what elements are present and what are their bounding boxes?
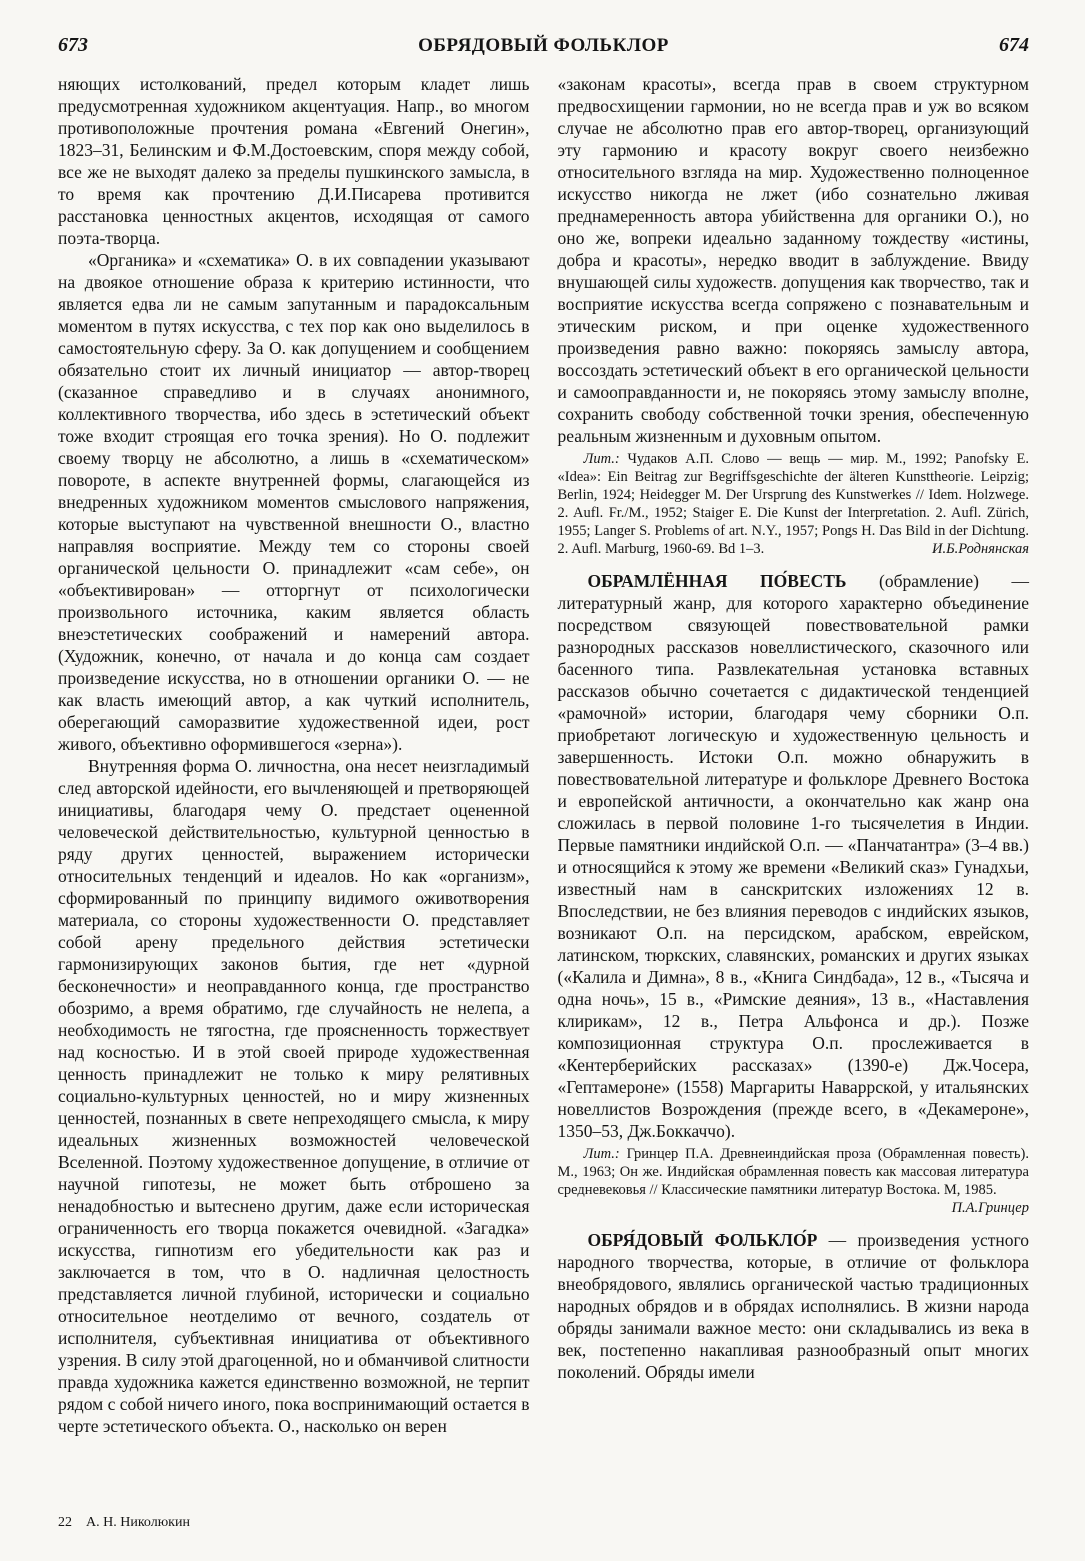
paragraph: «Органика» и «схематика» О. в их совпадении указывают на двоякое отношение образа к критерию истинности, что является едва ли не самым запутанным и парадоксальным моментом в путях искусства, с тех пор как оно выделилось в самостоятельную сферу. За О. как допущением и сообщением обязательно стоит их личный инициатор — автор-творец (сказанное справедливо и в случаях анонимного, коллективного творчества, ибо здесь в эстетический объект тоже входит строящая его точка зрения). Но О. подлежит своему творцу не абсолютно, а лишь в «схематическом» повороте, в аспекте внутренней формы, слагающейся из внедренных художником моментов смыслового напряжения, которые выступают на чувственной внешности О., властно направляя восприятие. Между тем со стороны своей органической цельности О. принадлежит «сам себе», он «объективирован» — отторгнут от психологически произвольного источника, каким является область внеэстетических соображений и намерений автора. (Художник, конечно, от начала и до конца сам создает произведение искусства, но в отношении органики О. — не как власть имеющий автор, а как чуткий исполнитель, оберегающий саморазвитие художественной идеи, рост живого, объективно оформившегося «зерна»). [58,250,530,754]
literature-text: Чудаков А.П. Слово — вещь — мир. М., 1992; Panofsky E. «Idea»: Ein Beitrag zur Begriffsgeschichte der älteren Kunsttheorie. Leipzig; Berlin, 1924; Heidegger M. Der Ursprung des Kunstwerkes // Idem. Holzwege. 2. Aufl. Fr./M., 1952; Staiger E. Die Kunst der Interpretation. 2. Aufl. Zürich, 1955; Langer S. Problems of art. N.Y., 1957; Pongs H. Das Bild in der Dichtung. 2. Aufl. Marburg, 1960-69. Bd 1–3. [557,451,1029,557]
page-number-right: 674 [999,34,1029,56]
article-headword: ОБРЯ́ДОВЫЙ ФОЛЬКЛО́Р [587,1230,818,1250]
article-body: — произведения устного народного творчества, которые, в отличие от фольклора внеобрядового, являлись органической частью традиционных народных обрядов и в обрядах исполнялись. В жизни народа обряды занимали важное место: они складывались из века в век, постепенно накапливая разнообразный опыт многих поколений. Обряды имели [557,1230,1029,1382]
running-title: ОБРЯДОВЫЙ ФОЛЬКЛОР [418,35,669,56]
article-entry-ritual-folklore [558,1229,1030,1383]
right-column [558,73,1030,1437]
author-signature: И.Б.Роднянская [932,541,1029,557]
paragraph-continuation: няющих истолкований, предел которым кладет лишь предусмотренная художником акцентуация. Напр., во многом противоположные прочтения романа «Евгений Онегин», 1823–31, Белинским и Ф.М.Достоевским, споря между собой, все же не выходят далеко за пределы пушкинского замысла, в то время как прочтению Д.И.Писарева противится расстановка ценностных акцентов, исходящая от самого поэта-творца. [58,74,530,248]
page-header [58,34,1029,57]
signature-mark: 22 [58,1515,72,1530]
literature-block-framed-tale [558,1145,1030,1217]
literature-label: Лит.: [583,451,620,467]
article-headword: ОБРАМЛЁННАЯ ПО́ВЕСТЬ [587,571,847,591]
page-number-left: 673 [58,34,88,56]
paragraph: Внутренняя форма О. личностна, она несет неизгладимый след авторской идейности, его вычленяющей и претворяющей инициативы, благодаря чему О. предстает оцененной человеческой действительностью, культурной ценностью в ряду других ценностей, выражением исторически относительных тенденций и идеалов. Но как «организм», сформированный по принципу видимого оживотворения материала, со стороны художественности О. представляет собой арену предельного действия эстетически гармонизирующих законов бытия, где нет «дурной бесконечности» и неоправданного конца, где пространство обозримо, а время обратимо, где случайность не нелепа, а необходимость не тягостна, где проясненность торжествует над косностью. И в этой своей природе художественная ценность принадлежит не только к миру релятивных социально-культурных ценностей, но и миру жизненных ценностей, познанных в свете непреходящего смысла, к миру идеальных жизненных возможностей человеческой Вселенной. Поэтому художественное допущение, в отличие от научной гипотезы, не может быть отброшено за ненадобностью и вытеснено другим, даже если историческая ограниченность его творца покажется очевидной. «Загадка» искусства, гипнотизм его убедительности как раз и заключается в том, что в О. надличная целостность представляется личной глубиной, исторически и социально относительное неотделимо от вечного, создатель от исполнителя, субъективная инициатива от объективного узрения. В силу этой драгоценной, но и обманчивой слитности правда художника кажется единственно возможной, не терпит рядом с собой ничего иного, пока воспринимающий остается в черте эстетического объекта. О., насколько он верен [58,756,530,1436]
paragraph-continuation: «законам красоты», всегда прав в своем структурном предвосхищении гармонии, но не всегда прав и уж во всяком случае не абсолютно прав его автор-творец, организующий эту гармонию и красоту вокруг своего неизбежно относительного взгляда на мир. Художественно полноценное искусство никогда не лжет (ибо сознательно лживая преднамеренность автора убийственна для органики О.), но оно же, вопреки идеально заданному тождеству «истины, добра и красоты», нередко вводит в заблуждение. Ввиду внушающей силы художеств. допущения как творчество, так и восприятие искусства всегда сопряжено с познавательным и этическим риском, и при оценке художественного произведения равно важно: покоряясь замыслу автора, воссоздать эстетический объект в его органической цельности и самооправданности и, не покоряясь этому замыслу вполне, сохранить свободу собственной точки зрения, обеспеченную реальным жизненным и духовным опытом. [557,74,1029,446]
article-body: (обрамление) — литературный жанр, для которого характерно объединение посредством связующей повествовательной рамки разнородных рассказов новеллистического, сказочного или басенного типа. Развлекательная установка вставных рассказов обычно сочетается с дидактической тенденцией «рамочной» истории, благодаря чему сборники О.п. приобретают логическую и художественную цельность и завершенность. Истоки О.п. можно обнаружить в повествовательной литературе и фольклоре Древнего Востока и европейской античности, а окончательно как жанр она сложилась в первой половине 1-го тысячелетия в Индии. Первые памятники индийской О.п. — «Панчатантра» (3–4 вв.) и относящийся к этому же времени «Великий сказ» Гунадхьи, известный нам в санскритских изложениях 12 в. Впоследствии, не без влияния переводов с индийских языков, возникают О.п. на персидском, арабском, еврейском, латинском, тюркских, славянских, романских и других языках («Калила и Димна», 8 в., «Книга Синдбада», 12 в., «Тысяча и одна ночь», 15 в., «Римские деяния», 13 в., «Наставления клирикам», 12 в., Петра Альфонса и др.). Позже композиционная структура О.п. прослеживается в «Кентерберийских рассказах» (1390-е) Дж.Чосера, «Гептамероне» (1558) Маргариты Наваррской, у итальянских новеллистов Возрождения (прежде всего, в «Декамероне», 1350–53, Дж.Боккаччо). [557,571,1029,1141]
article-entry-framed-tale [558,570,1030,1142]
literature-block-obraz [558,450,1030,558]
two-column-layout [58,73,1029,1437]
literature-label: Лит.: [583,1146,620,1162]
author-signature: П.А.Гринцер [951,1200,1029,1216]
left-column [58,73,530,1437]
editor-name: А. Н. Николюкин [86,1515,190,1530]
literature-text: Гринцер П.А. Древнеиндийская проза (Обрамленная повесть). М., 1963; Он же. Индийская обрамленная повесть как массовая литература средневековья // Классические памятники литератур Востока. М, 1985. [557,1146,1029,1198]
footer-credit [58,1515,190,1531]
